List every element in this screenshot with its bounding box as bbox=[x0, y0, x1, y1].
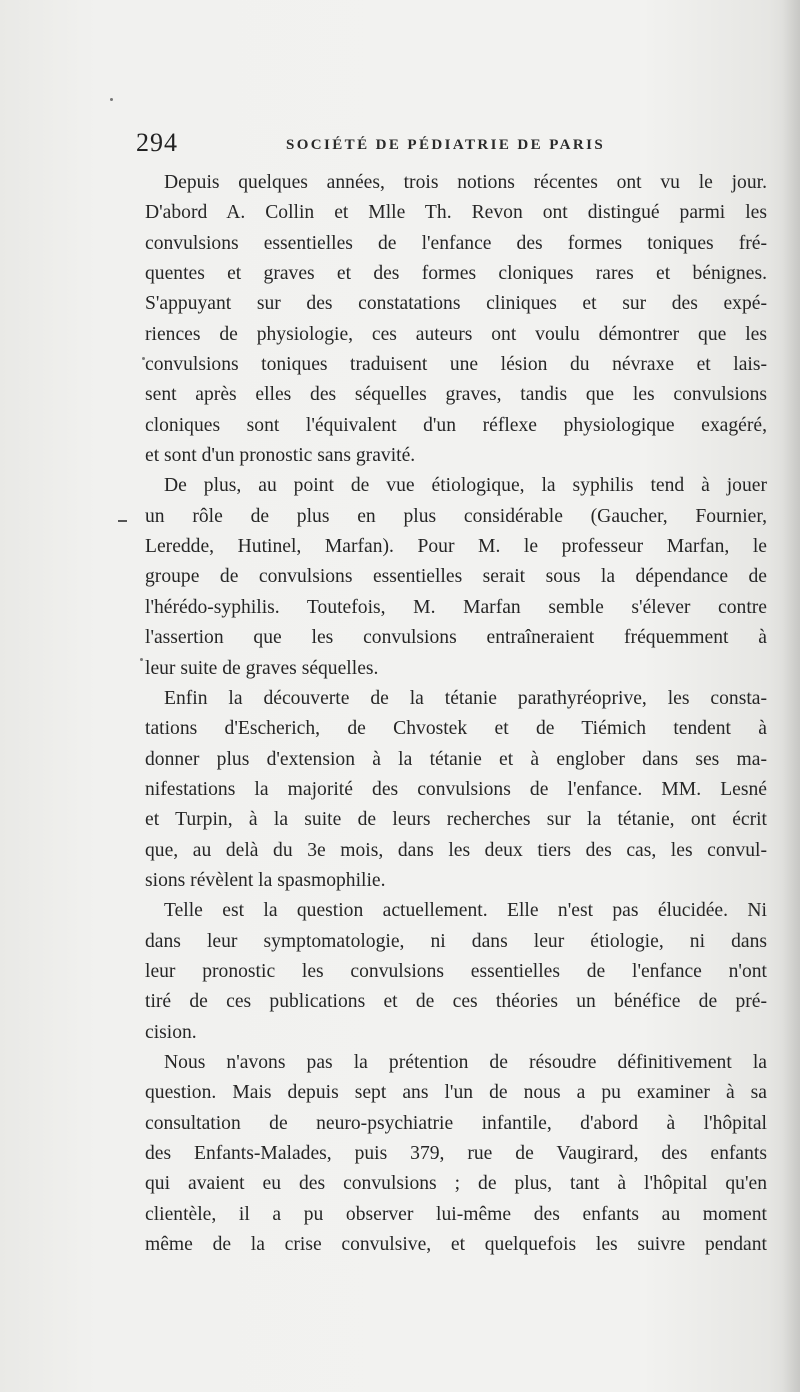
text-line: Nous n'avons pas la prétention de résoudre définitivement la bbox=[164, 1051, 767, 1073]
text-line: donner plus d'extension à la tétanie et à englober dans ses ma- bbox=[145, 748, 767, 770]
text-line: un rôle de plus en plus considérable (Gaucher, Fournier, bbox=[145, 505, 767, 527]
text-line: nifestations la majorité des convulsions de l'enfance. MM. Lesné bbox=[145, 778, 767, 800]
body-text bbox=[145, 168, 767, 1260]
text-line: S'appuyant sur des constatations cliniques et sur des expé- bbox=[145, 293, 767, 315]
text-line: cision. bbox=[145, 1021, 197, 1043]
text-line: Depuis quelques années, trois notions récentes ont vu le jour. bbox=[164, 172, 767, 193]
text-line: sent après elles des séquelles graves, tandis que les convulsions bbox=[145, 384, 767, 406]
text-line: que, au delà du 3e mois, dans les deux tiers des cas, les convul- bbox=[145, 839, 767, 861]
text-line: Leredde, Hutinel, Marfan). Pour M. le professeur Marfan, le bbox=[145, 536, 767, 558]
text-line: et sont d'un pronostic sans gravité. bbox=[145, 445, 416, 467]
ink-speck bbox=[110, 98, 113, 101]
page-number: 294 bbox=[136, 128, 178, 157]
text-line: sions révèlent la spasmophilie. bbox=[145, 869, 386, 891]
text-line: qui avaient eu des convulsions ; de plus, tant à l'hôpital qu'en bbox=[145, 1173, 767, 1195]
ink-speck bbox=[140, 658, 143, 661]
text-line: D'abord A. Collin et Mlle Th. Revon ont distingué parmi les bbox=[145, 202, 767, 224]
text-line: et Turpin, à la suite de leurs recherches sur la tétanie, ont écrit bbox=[145, 809, 767, 831]
text-line: Enfin la découverte de la tétanie parathyréoprive, les consta- bbox=[164, 687, 767, 709]
text-line: clientèle, il a pu observer lui-même des enfants au moment bbox=[145, 1203, 767, 1225]
text-line: consultation de neuro-psychiatrie infantile, d'abord à l'hôpital bbox=[145, 1112, 767, 1134]
running-title: SOCIÉTÉ DE PÉDIATRIE DE PARIS bbox=[286, 137, 606, 153]
text-line: De plus, au point de vue étiologique, la syphilis tend à jouer bbox=[164, 475, 767, 497]
margin-mark bbox=[118, 520, 127, 522]
text-line: tations d'Escherich, de Chvostek et de Tiémich tendent à bbox=[145, 718, 767, 740]
text-line: l'assertion que les convulsions entraîneraient fréquemment à bbox=[145, 627, 767, 649]
text-line: même de la crise convulsive, et quelquefois les suivre pendant bbox=[145, 1234, 767, 1256]
text-line: des Enfants-Malades, puis 379, rue de Vaugirard, des enfants bbox=[145, 1143, 767, 1164]
text-line: leur suite de graves séquelles. bbox=[145, 657, 379, 679]
text-line: convulsions essentielles de l'enfance des formes toniques fré- bbox=[145, 232, 767, 254]
text-line: l'hérédo-syphilis. Toutefois, M. Marfan semble s'élever contre bbox=[145, 596, 767, 618]
page-edge-shadow bbox=[782, 0, 800, 1392]
text-line: groupe de convulsions essentielles serait sous la dépendance de bbox=[145, 566, 767, 588]
page-header bbox=[136, 128, 768, 162]
text-line: Telle est la question actuellement. Elle n'est pas élucidée. Ni bbox=[164, 900, 767, 922]
text-line: tiré de ces publications et de ces théories un bénéfice de pré- bbox=[145, 991, 767, 1013]
text-line: quentes et graves et des formes cloniques rares et bénignes. bbox=[145, 263, 767, 285]
text-line: riences de physiologie, ces auteurs ont voulu démontrer que les bbox=[145, 323, 767, 345]
text-line: dans leur symptomatologie, ni dans leur étiologie, ni dans bbox=[145, 930, 767, 952]
text-line: question. Mais depuis sept ans l'un de nous a pu examiner à sa bbox=[145, 1082, 767, 1104]
text-line: cloniques sont l'équivalent d'un réflexe physiologique exagéré, bbox=[145, 414, 767, 436]
text-line: convulsions toniques traduisent une lésion du névraxe et lais- bbox=[145, 354, 767, 376]
text-line: leur pronostic les convulsions essentielles de l'enfance n'ont bbox=[145, 960, 767, 982]
